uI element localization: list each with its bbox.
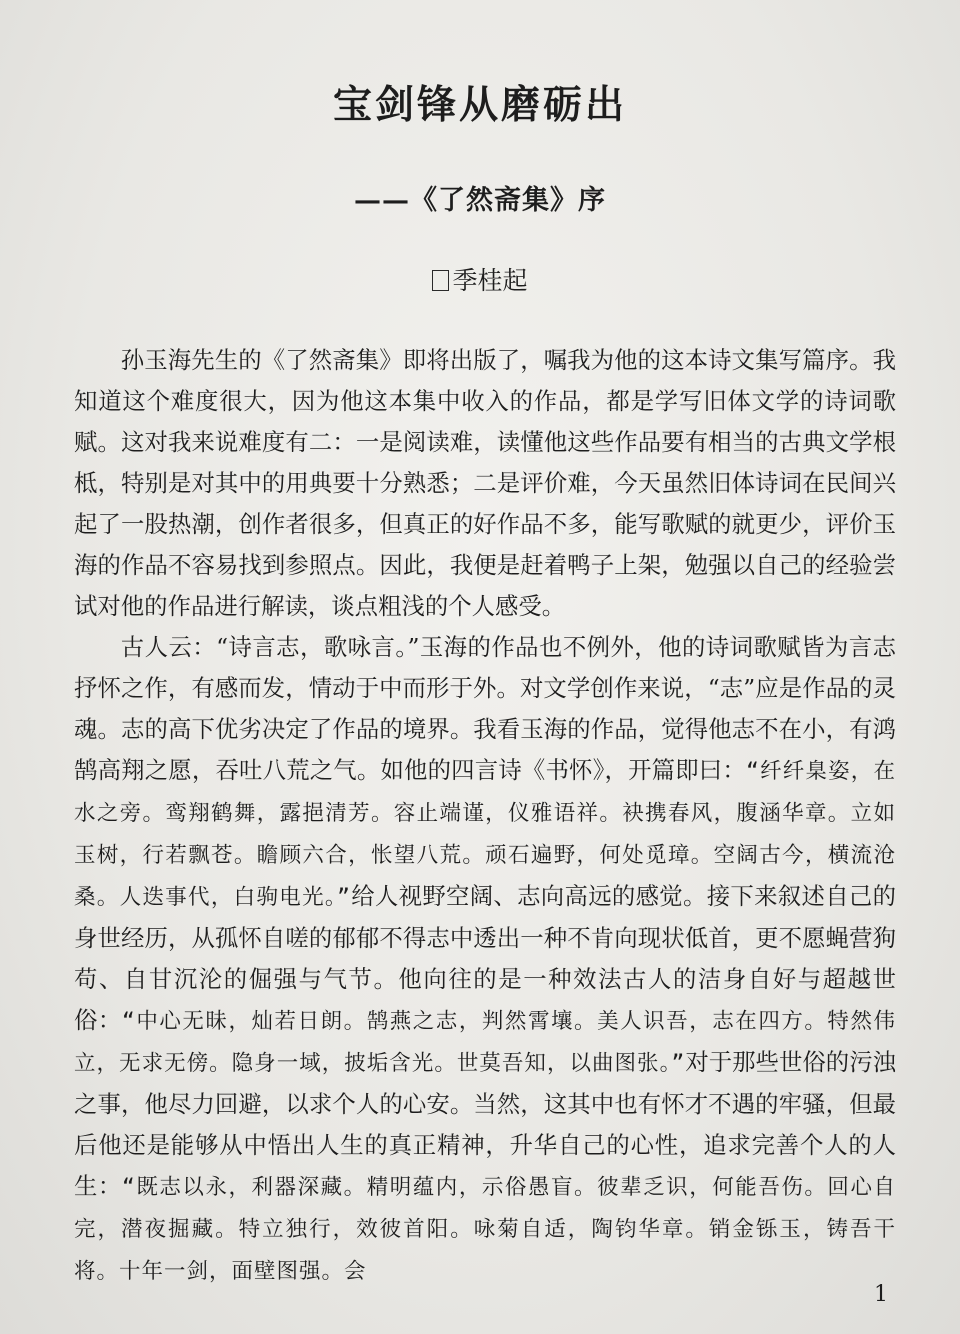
paragraph-text: 古人云：“诗言志，歌咏言。”玉海的作品也不例外，他的诗词歌赋皆为言志抒怀之作，有感而发，情动于中而形于外。对文学创作来说，“志”应是作品的灵魂。志的高下优劣决定了作品的境界。我看玉海的作品，觉得他志不在小，有鸿鹄高翔之愿，吞吐八荒之气。如他的四言诗《书怀》，开篇即曰： — [74, 633, 896, 784]
paragraph-text: 给人视野空阔、志向高远的感觉。接下来叙述自己的身世经历，从孤怀自嗟的郁郁不得志中透出一种不肯向现状低首，更不愿蝇营狗苟、自甘沉沦的倔强与气节。他向往的是一种效法古人的洁身自好与超越世俗： — [74, 882, 896, 1034]
quoted-verse: “既志以永，利器深藏。精明蕴内，示俗愚盲。彼辈乏识，何能吾伤。回心自完，潜夜掘藏。特立独行，效彼首阳。咏菊自适，陶钧华章。销金铄玉，铸吾干将。十年一剑，面壁图强。会 — [74, 1175, 897, 1284]
author-name: 季桂起 — [452, 266, 528, 295]
author-line — [0, 261, 960, 297]
page-subtitle: ——《了然斋集》序 — [354, 185, 606, 216]
page-number: 1 — [874, 1282, 888, 1307]
quoted-verse: “纤纤臬姿，在水之旁。鸾翔鹤舞，露挹清芳。容止端谨，仪雅语祥。袂携春风，腹涵华章。立如玉树，行若飘苍。瞻顾六合，怅望八荒。顽石遍野，何处觅璋。空阔古今，横流沧桑。人迭事代，白驹电光。” — [74, 759, 896, 910]
body-paragraph — [74, 340, 896, 627]
author-box-mark — [432, 270, 449, 291]
body-text — [74, 340, 896, 1292]
quoted-verse: “中心无昧，灿若日朗。鹄燕之志，判然霄壤。美人识吾，志在四方。特然伟立，无求无傍。隐身一域，披垢含光。世莫吾知，以曲图张。” — [74, 1009, 897, 1076]
paragraph-text: 孙玉海先生的《了然斋集》即将出版了，嘱我为他的这本诗文集写篇序。我知道这个难度很大，因为他这本集中收入的作品，都是学写旧体文学的诗词歌赋。这对我来说难度有二：一是阅读难，读懂他这些作品要有相当的古典文学根柢，特别是对其中的用典要十分熟悉；二是评价难，今天虽然旧体诗词在民间兴起了一股热潮，创作者很多，但真正的好作品不多，能写歌赋的就更少，评价玉海的作品不容易找到参照点。因此，我便是赶着鸭子上架，勉强以自己的经验尝试对他的作品进行解读，谈点粗浅的个人感受。 — [74, 346, 896, 620]
body-paragraph — [74, 627, 896, 1292]
page-title: 宝剑锋从磨砺出 — [332, 83, 627, 128]
paragraph-text: 对于那些世俗的污浊之事，他尽力回避，以求个人的心安。当然，这其中也有怀才不遇的牢骚，但最后他还是能够从中悟出人生的真正精神，升华自己的心性，追求完善个人的人生： — [74, 1048, 897, 1200]
